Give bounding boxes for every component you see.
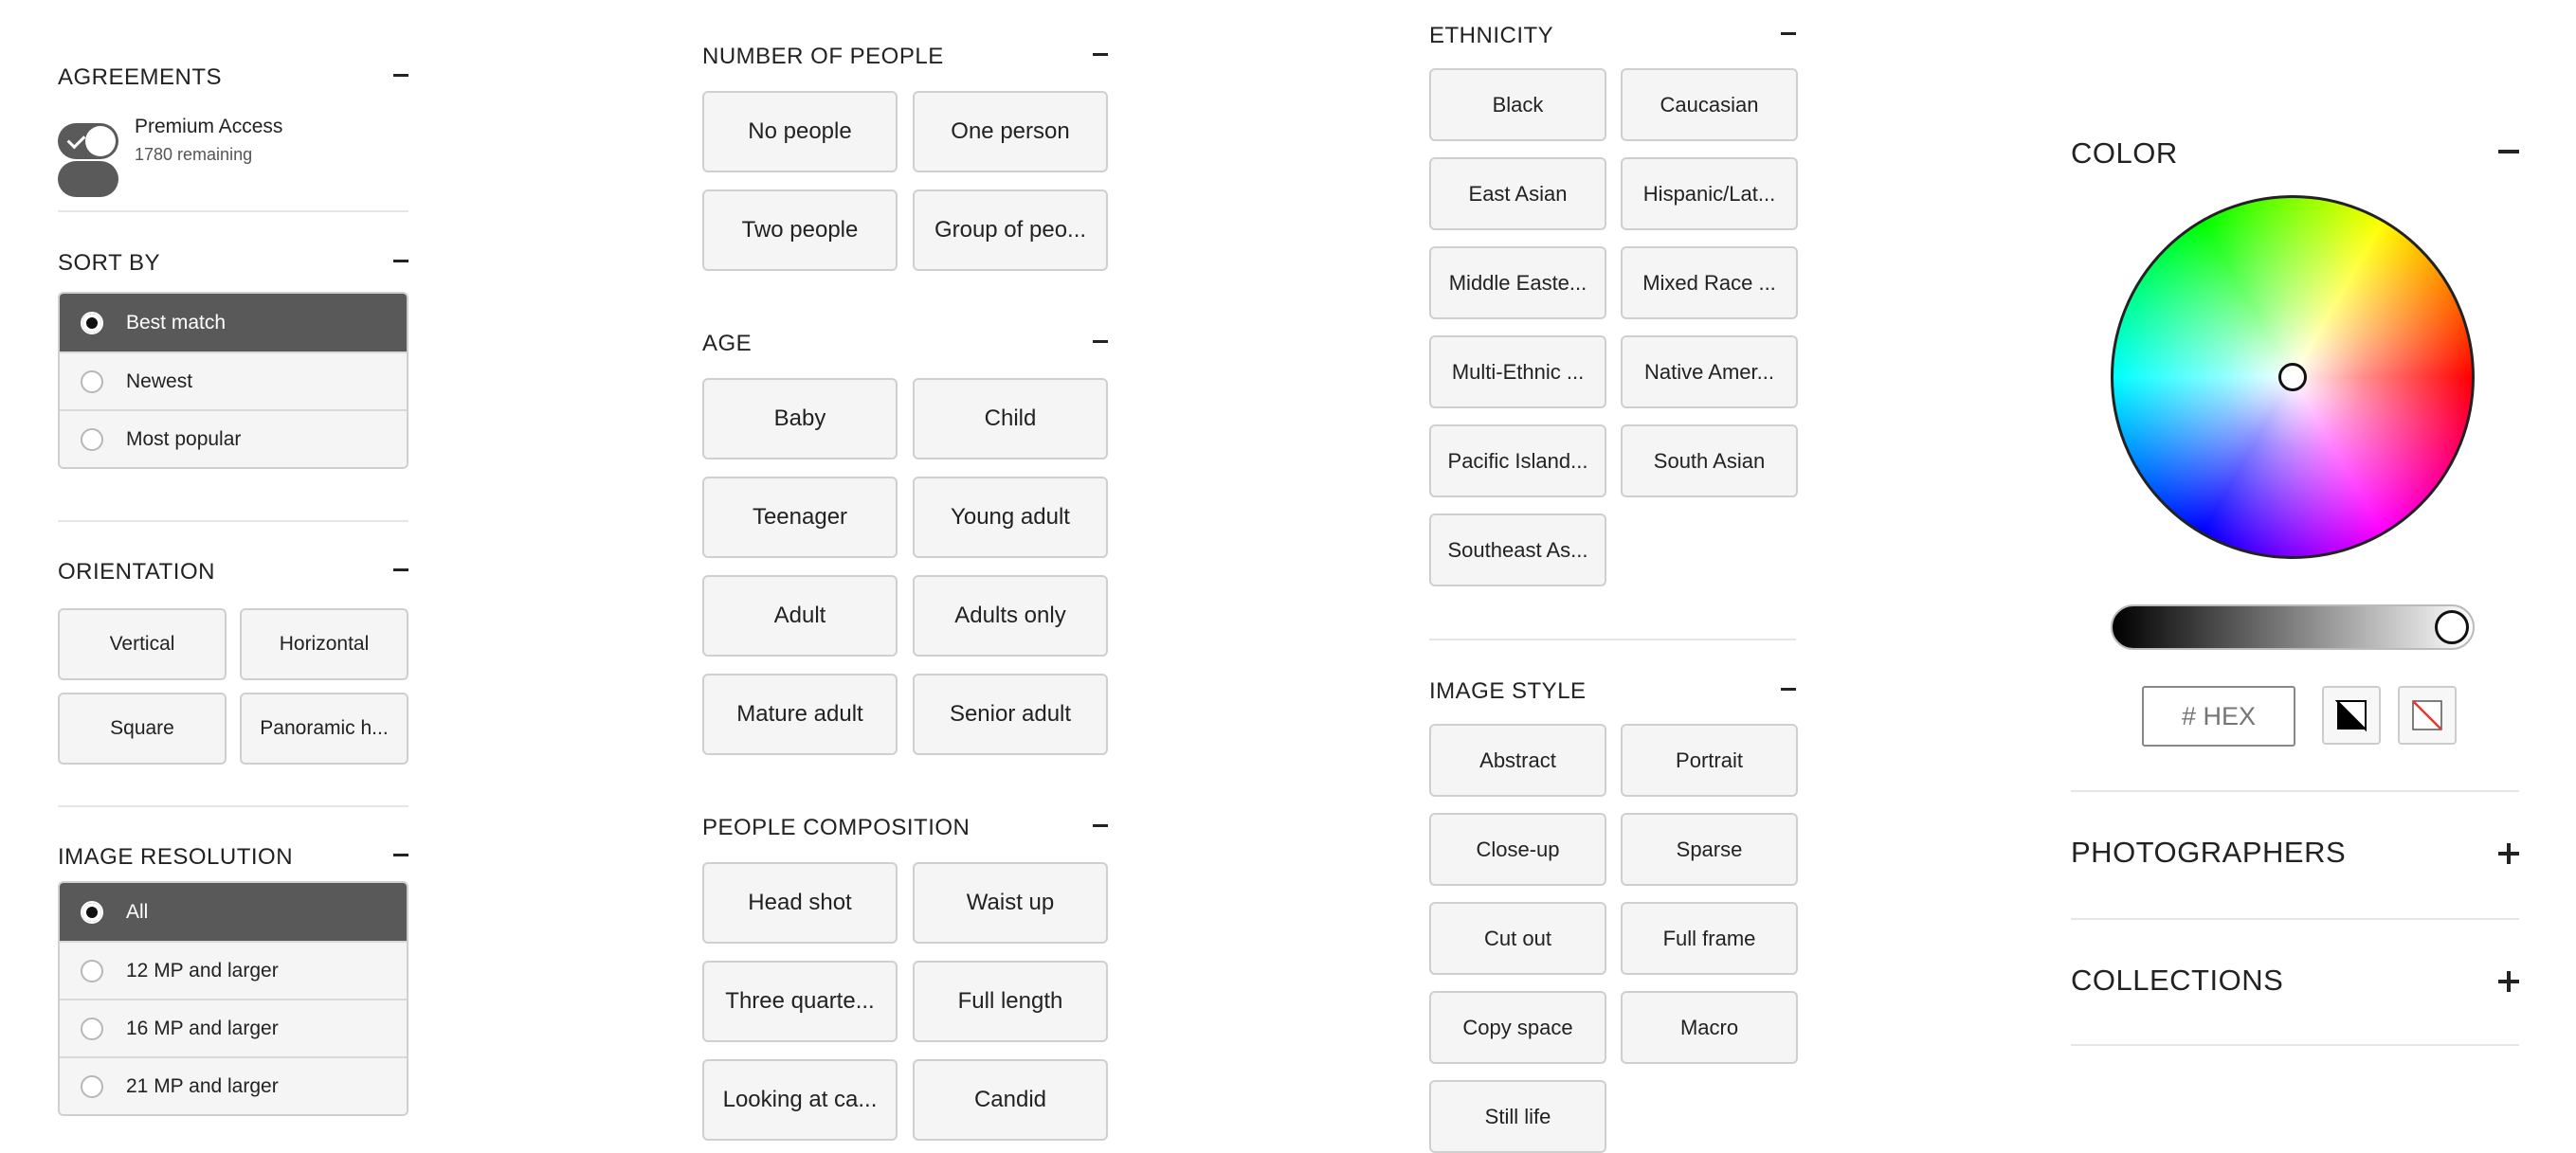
chip-label: Adult: [773, 603, 826, 628]
resolution-option-all[interactable]: [60, 883, 407, 941]
color-wheel[interactable]: [2111, 195, 2475, 559]
chip-label: Three quarte...: [725, 988, 875, 1014]
check-icon: [67, 131, 86, 150]
divider: [2071, 1044, 2519, 1046]
transparent-icon: [2400, 688, 2455, 743]
sort-by-section: [58, 246, 408, 469]
minus-icon[interactable]: [1093, 53, 1108, 56]
chip-label: Macro: [1679, 1015, 1739, 1039]
photographers-section[interactable]: [2071, 834, 2519, 872]
minus-icon[interactable]: [393, 568, 408, 571]
number-of-people-title: NUMBER OF PEOPLE: [702, 44, 944, 69]
age-header[interactable]: [702, 327, 1108, 365]
people-composition-header[interactable]: [702, 811, 1108, 849]
minus-icon[interactable]: [393, 260, 408, 262]
sort-by-options: [58, 292, 408, 469]
people-chip-two[interactable]: [702, 189, 898, 271]
minus-icon[interactable]: [2498, 150, 2519, 153]
color-title: COLOR: [2071, 136, 2178, 170]
premium-access-switch[interactable]: [58, 123, 118, 159]
people-composition-options: [702, 862, 1108, 1141]
chip-label: South Asian: [1653, 448, 1766, 473]
orientation-chip-square[interactable]: [58, 693, 227, 765]
photographers-title: PHOTOGRAPHERS: [2071, 836, 2347, 869]
ethnicity-section: [1429, 19, 1796, 586]
black-white-icon: [2324, 688, 2379, 743]
sort-option-label: Best match: [126, 311, 227, 333]
resolution-option-label: All: [126, 900, 149, 923]
image-resolution-section: [58, 840, 408, 1116]
age-chip-adult[interactable]: [702, 575, 898, 657]
radio-selected-icon: [81, 312, 103, 334]
chip-label: Abstract: [1479, 748, 1556, 772]
age-chip-senior-adult[interactable]: [913, 674, 1108, 755]
agreements-title: AGREEMENTS: [58, 64, 223, 90]
orientation-chip-vertical[interactable]: [58, 608, 227, 680]
style-chip-macro[interactable]: [1621, 991, 1798, 1064]
chip-label: Waist up: [966, 890, 1055, 915]
orientation-options: [58, 608, 408, 765]
age-chip-young-adult[interactable]: [913, 477, 1108, 558]
brightness-slider[interactable]: [2111, 604, 2475, 650]
chip-label: East Asian: [1468, 181, 1568, 206]
style-chip-full-frame[interactable]: [1621, 902, 1798, 975]
black-white-button[interactable]: [2322, 686, 2381, 745]
chip-label: Copy space: [1462, 1015, 1573, 1039]
resolution-option-label: 16 MP and larger: [126, 1017, 279, 1039]
collections-section[interactable]: [2071, 962, 2519, 1000]
people-composition-section: [702, 811, 1108, 1141]
orientation-chip-panoramic[interactable]: [240, 693, 408, 765]
age-chip-teenager[interactable]: [702, 477, 898, 558]
composition-chip-head-shot[interactable]: [702, 862, 898, 944]
chip-label: Two people: [741, 217, 859, 243]
chip-label: Hispanic/Lat...: [1642, 181, 1776, 206]
resolution-option-16mp[interactable]: [60, 999, 407, 1056]
people-composition-title: PEOPLE COMPOSITION: [702, 815, 971, 840]
radio-icon: [81, 1075, 103, 1098]
transparent-button[interactable]: [2398, 686, 2457, 745]
number-of-people-options: [702, 91, 1108, 271]
premium-access-label: Premium Access: [135, 116, 283, 137]
plus-icon[interactable]: [2498, 971, 2519, 992]
chip-label: Baby: [773, 405, 826, 431]
ethnicity-header[interactable]: [1429, 19, 1796, 57]
divider: [2071, 918, 2519, 920]
sort-by-title: SORT BY: [58, 250, 160, 276]
style-chip-portrait[interactable]: [1621, 724, 1798, 797]
chip-label: Full length: [957, 988, 1063, 1014]
collections-title: COLLECTIONS: [2071, 964, 2284, 997]
image-style-options: [1429, 724, 1796, 1153]
chip-label: Candid: [973, 1087, 1047, 1112]
ethnicity-title: ETHNICITY: [1429, 23, 1554, 48]
radio-icon: [81, 1018, 103, 1040]
switch-knob: [85, 126, 116, 156]
divider: [2071, 790, 2519, 792]
people-chip-one[interactable]: [913, 91, 1108, 172]
premium-remaining-text: 1780 remaining: [135, 145, 253, 164]
color-section: [2071, 135, 2519, 779]
chip-label: Child: [984, 405, 1037, 431]
minus-icon[interactable]: [393, 74, 408, 77]
chip-label: One person: [951, 118, 1070, 144]
composition-chip-candid[interactable]: [913, 1059, 1108, 1141]
chip-label: Multi-Ethnic ...: [1451, 359, 1585, 384]
age-chip-child[interactable]: [913, 378, 1108, 459]
chip-label: Panoramic h...: [260, 717, 389, 739]
chip-label: Mature adult: [736, 701, 863, 727]
chip-label: No people: [748, 118, 852, 144]
composition-chip-waist-up[interactable]: [913, 862, 1108, 944]
age-title: AGE: [702, 331, 753, 356]
chip-label: Still life: [1484, 1104, 1551, 1128]
chip-label: Senior adult: [949, 701, 1072, 727]
resolution-option-12mp[interactable]: [60, 941, 407, 999]
divider: [58, 210, 408, 212]
sort-option-best-match[interactable]: [60, 294, 407, 351]
style-chip-abstract[interactable]: [1429, 724, 1606, 797]
image-resolution-title: IMAGE RESOLUTION: [58, 844, 294, 870]
style-chip-cut-out[interactable]: [1429, 902, 1606, 975]
age-section: [702, 327, 1108, 755]
composition-chip-full-length[interactable]: [913, 961, 1108, 1042]
style-chip-copy-space[interactable]: [1429, 991, 1606, 1064]
composition-chip-three-quarter[interactable]: [702, 961, 898, 1042]
ethnicity-chip-black[interactable]: [1429, 68, 1606, 141]
ethnicity-chip-south-asian[interactable]: [1621, 424, 1798, 497]
people-chip-group[interactable]: [913, 189, 1108, 271]
orientation-chip-horizontal[interactable]: [240, 608, 408, 680]
ethnicity-chip-multi-ethnic[interactable]: [1429, 335, 1606, 408]
radio-icon: [81, 428, 103, 451]
radio-icon: [81, 960, 103, 982]
orientation-header[interactable]: [58, 555, 408, 593]
premium-access-toggle[interactable]: [58, 161, 118, 197]
orientation-title: ORIENTATION: [58, 559, 215, 585]
chip-label: Pacific Island...: [1447, 448, 1588, 473]
age-options: [702, 378, 1108, 755]
style-chip-sparse[interactable]: [1621, 813, 1798, 886]
sort-option-label: Most popular: [126, 427, 242, 450]
divider: [58, 520, 408, 522]
sort-by-header[interactable]: [58, 246, 408, 284]
sort-option-most-popular[interactable]: [60, 409, 407, 467]
age-chip-baby[interactable]: [702, 378, 898, 459]
sort-option-label: Newest: [126, 369, 193, 392]
ethnicity-chip-east-asian[interactable]: [1429, 157, 1606, 230]
image-style-section: [1429, 675, 1796, 1153]
style-chip-still-life[interactable]: [1429, 1080, 1606, 1153]
radio-icon: [81, 370, 103, 393]
minus-icon[interactable]: [1093, 824, 1108, 827]
number-of-people-header[interactable]: [702, 40, 1108, 78]
chip-label: Head shot: [748, 890, 852, 915]
ethnicity-chip-hispanic[interactable]: [1621, 157, 1798, 230]
chip-label: Caucasian: [1660, 92, 1759, 117]
chip-label: Mixed Race ...: [1642, 270, 1776, 295]
chip-label: Middle Easte...: [1448, 270, 1587, 295]
ethnicity-chip-southeast-asian[interactable]: [1429, 513, 1606, 586]
image-style-header[interactable]: [1429, 675, 1796, 712]
style-chip-close-up[interactable]: [1429, 813, 1606, 886]
sort-option-newest[interactable]: [60, 351, 407, 409]
chip-label: Sparse: [1676, 837, 1743, 861]
chip-label: Square: [110, 717, 174, 739]
minus-icon[interactable]: [1781, 32, 1796, 35]
divider: [58, 805, 408, 807]
ethnicity-chip-pacific-islander[interactable]: [1429, 424, 1606, 497]
minus-icon[interactable]: [1093, 340, 1108, 343]
chip-label: Close-up: [1476, 837, 1560, 861]
chip-label: Vertical: [109, 633, 175, 655]
chip-label: Southeast As...: [1447, 537, 1588, 562]
chip-label: Adults only: [954, 603, 1066, 628]
chip-label: Teenager: [752, 504, 848, 530]
color-header[interactable]: [2071, 135, 2519, 172]
ethnicity-chip-caucasian[interactable]: [1621, 68, 1798, 141]
ethnicity-chip-middle-eastern[interactable]: [1429, 246, 1606, 319]
age-chip-adults-only[interactable]: [913, 575, 1108, 657]
number-of-people-section: [702, 40, 1108, 271]
minus-icon[interactable]: [393, 854, 408, 856]
chip-label: Full frame: [1662, 926, 1756, 950]
divider: [1429, 639, 1796, 640]
image-resolution-header[interactable]: [58, 840, 408, 878]
chip-label: Group of peo...: [934, 217, 1087, 243]
image-style-title: IMAGE STYLE: [1429, 678, 1587, 704]
hex-input[interactable]: [2142, 686, 2295, 747]
chip-label: Horizontal: [279, 633, 370, 655]
resolution-option-21mp[interactable]: [60, 1056, 407, 1114]
chip-label: Black: [1492, 92, 1544, 117]
chip-label: Cut out: [1484, 926, 1551, 950]
ethnicity-chip-native-american[interactable]: [1621, 335, 1798, 408]
age-chip-mature-adult[interactable]: [702, 674, 898, 755]
resolution-option-label: 12 MP and larger: [126, 959, 279, 982]
orientation-section: [58, 555, 408, 765]
plus-icon[interactable]: [2498, 843, 2519, 864]
people-chip-none[interactable]: [702, 91, 898, 172]
color-picker-handle[interactable]: [2278, 363, 2307, 391]
minus-icon[interactable]: [1781, 688, 1796, 691]
composition-chip-looking-at-camera[interactable]: [702, 1059, 898, 1141]
ethnicity-chip-mixed-race[interactable]: [1621, 246, 1798, 319]
chip-label: Looking at ca...: [722, 1087, 878, 1112]
ethnicity-options: [1429, 68, 1796, 586]
chip-label: Young adult: [951, 504, 1070, 530]
agreements-header[interactable]: [58, 61, 408, 99]
image-resolution-options: [58, 881, 408, 1116]
chip-label: Native Amer...: [1644, 359, 1774, 384]
chip-label: Portrait: [1676, 748, 1743, 772]
radio-selected-icon: [81, 901, 103, 924]
brightness-slider-handle[interactable]: [2435, 610, 2469, 644]
resolution-option-label: 21 MP and larger: [126, 1074, 279, 1097]
